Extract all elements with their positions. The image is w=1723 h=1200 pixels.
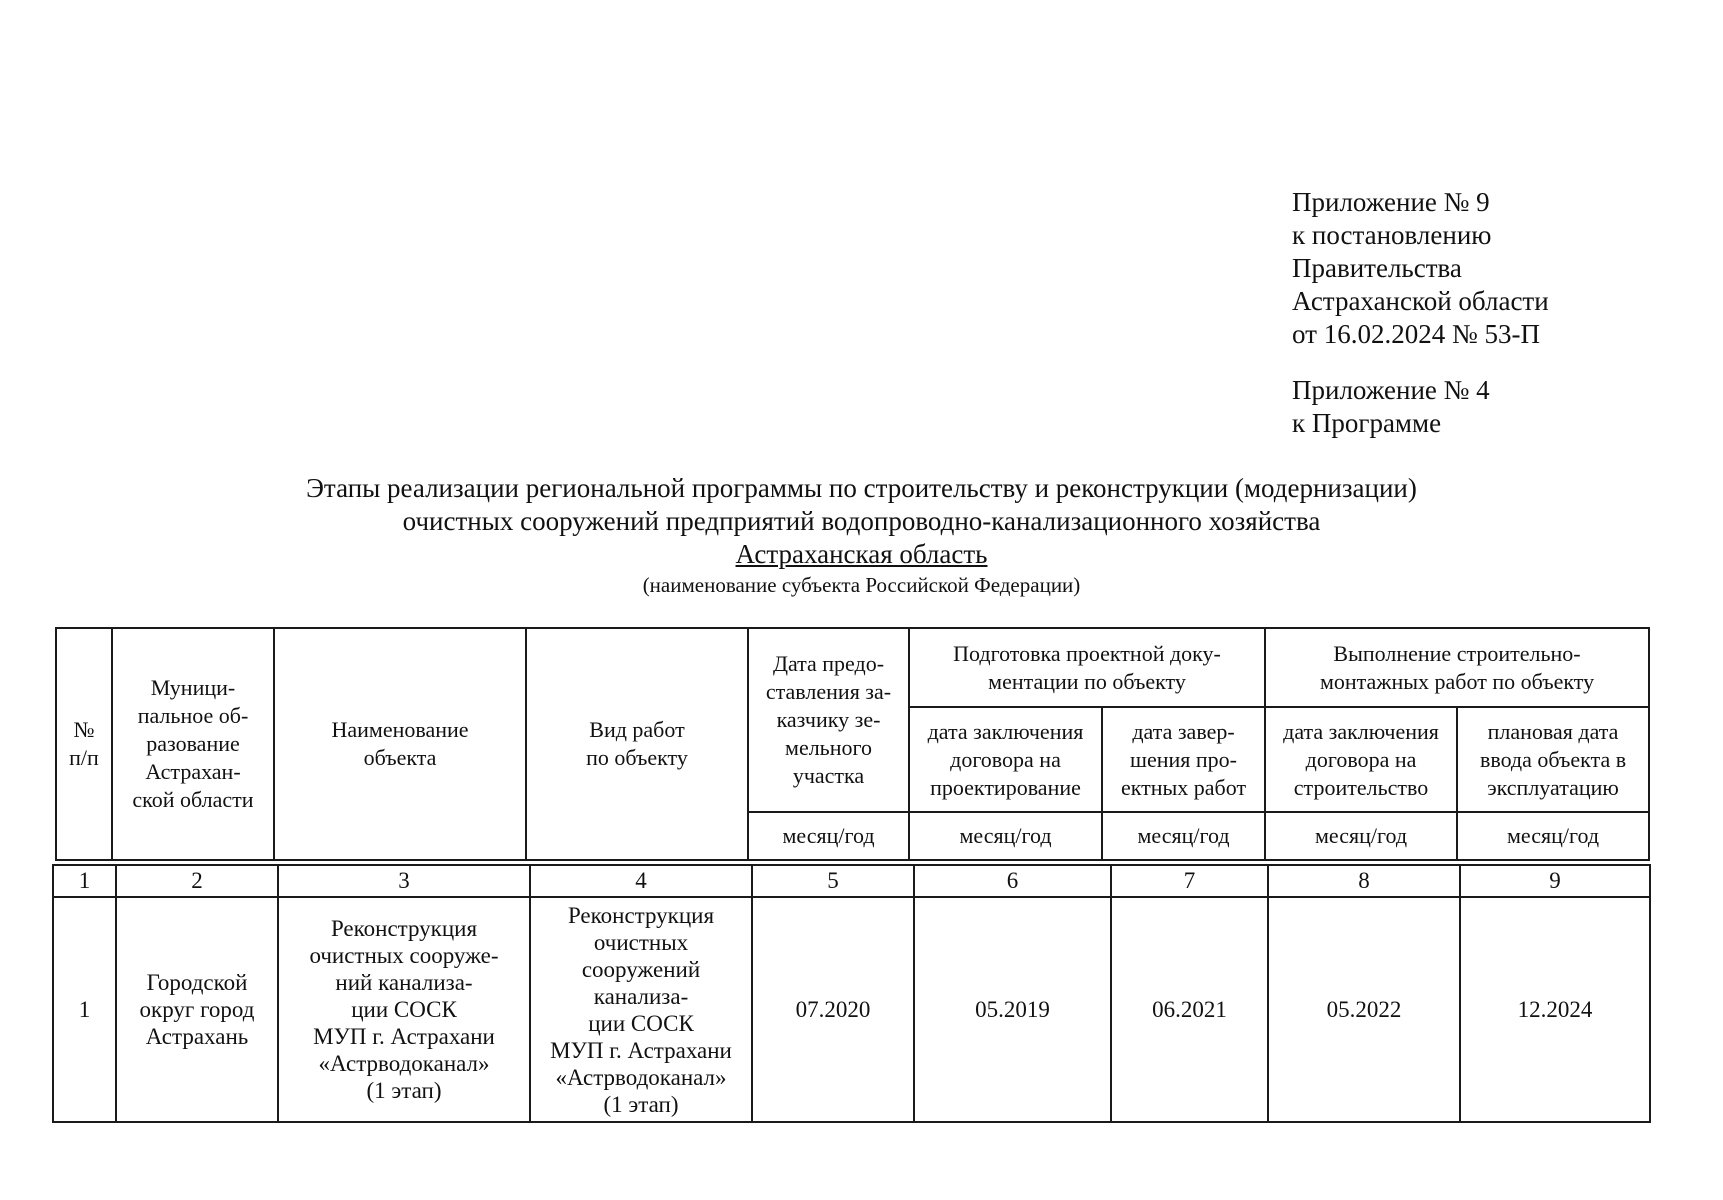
header-construction-contract: дата заключения договора на строительство — [1265, 707, 1457, 812]
cell-land-date: 07.2020 — [752, 897, 914, 1122]
cell-design-contract: 05.2019 — [914, 897, 1111, 1122]
header-unit: месяц/год — [1457, 812, 1649, 860]
appendix-4-line: к Программе — [1292, 408, 1442, 438]
column-numbers-row — [53, 865, 1650, 897]
appendix-9-block — [1292, 186, 1549, 351]
header-work-type: Вид работ по объекту — [526, 628, 748, 860]
header-design-complete: дата завер- шения про- ектных работ — [1102, 707, 1265, 812]
header-design-contract: дата заключения договора на проектирование — [909, 707, 1102, 812]
column-number: 6 — [914, 865, 1111, 897]
header-land-date: Дата предо- ставления за- казчику зе- мельного участка — [748, 628, 909, 812]
cell-construction-contract: 05.2022 — [1268, 897, 1460, 1122]
table-row — [53, 897, 1650, 1122]
appendix-9-line: Приложение № 9 — [1292, 187, 1490, 217]
column-number: 5 — [752, 865, 914, 897]
region-name: Астраханская область — [735, 539, 988, 569]
title-line-2: очистных сооружений предприятий водопроводно-канализационного хозяйства — [402, 506, 1321, 536]
appendix-9-line: Правительства — [1292, 253, 1462, 283]
document-title — [0, 472, 1723, 599]
header-object-name: Наименование объекта — [274, 628, 526, 860]
appendix-4-block — [1292, 374, 1490, 440]
cell-num: 1 — [53, 897, 116, 1122]
column-number: 8 — [1268, 865, 1460, 897]
header-commissioning: плановая дата ввода объекта в эксплуатацию — [1457, 707, 1649, 812]
cell-object-name: Реконструкция очистных сооруже- ний канализа- ции СОСК МУП г. Астрахани «Астрводоканал» (1 этап) — [278, 897, 530, 1122]
column-number: 4 — [530, 865, 752, 897]
cell-commissioning: 12.2024 — [1460, 897, 1650, 1122]
header-construction-group: Выполнение строительно- монтажных работ по объекту — [1265, 628, 1649, 707]
cell-design-complete: 06.2021 — [1111, 897, 1268, 1122]
cell-work-type: Реконструкция очистных сооружений канализа- ции СОСК МУП г. Астрахани «Астрводоканал» (1 этап) — [530, 897, 752, 1122]
column-number: 3 — [278, 865, 530, 897]
stages-table-header — [55, 627, 1650, 861]
title-line-1: Этапы реализации региональной программы по строительству и реконструкции (модернизации) — [306, 473, 1417, 503]
appendix-4-line: Приложение № 4 — [1292, 375, 1490, 405]
header-unit: месяц/год — [748, 812, 909, 860]
header-design-group: Подготовка проектной доку- ментации по объекту — [909, 628, 1265, 707]
header-num: № п/п — [56, 628, 112, 860]
header-unit: месяц/год — [909, 812, 1102, 860]
header-unit: месяц/год — [1102, 812, 1265, 860]
cell-municipality: Городской округ город Астрахань — [116, 897, 278, 1122]
appendix-9-line: к постановлению — [1292, 220, 1492, 250]
appendix-9-line: Астраханской области — [1292, 286, 1549, 316]
column-number: 1 — [53, 865, 116, 897]
column-number: 2 — [116, 865, 278, 897]
header-municipality: Муници- пальное об- разование Астрахан- ской области — [112, 628, 274, 860]
column-number: 9 — [1460, 865, 1650, 897]
header-unit: месяц/год — [1265, 812, 1457, 860]
appendix-9-line: от 16.02.2024 № 53-П — [1292, 319, 1540, 349]
column-number: 7 — [1111, 865, 1268, 897]
region-caption: (наименование субъекта Российской Федерации) — [642, 573, 1081, 597]
stages-table-body — [52, 864, 1651, 1123]
